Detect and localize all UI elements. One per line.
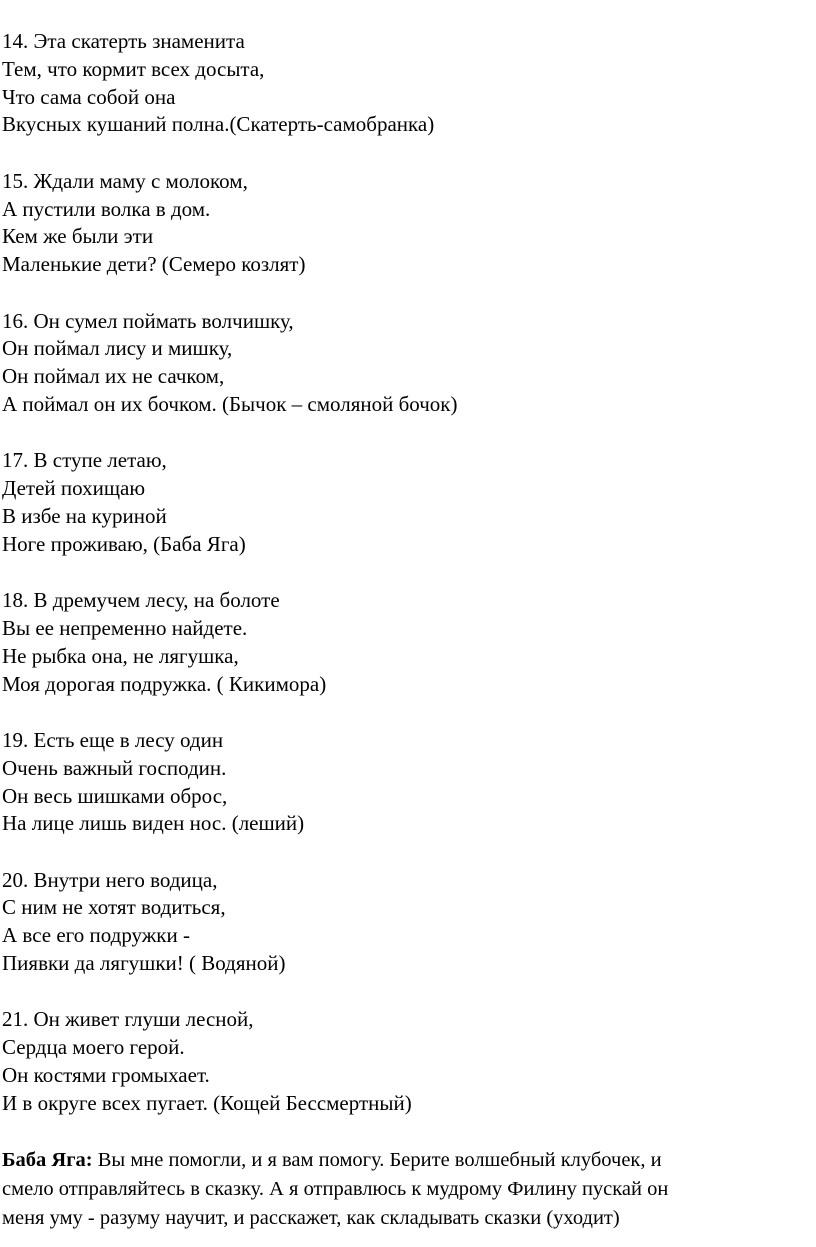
riddle-line: Очень важный господин. [2,755,227,780]
riddle-line: 16. Он сумел поймать волчишку, [2,308,294,333]
riddle-17 [2,447,808,558]
closing-line-1 [2,1146,808,1175]
riddle-line: 18. В дремучем лесу, на болоте [2,588,280,613]
riddle-line: 20. Внутри него водица, [2,867,218,892]
riddle-line: Что сама собой она [2,84,176,109]
closing-text: Вы мне помогли, и я вам помогу. Берите волшебный клубочек, и [92,1149,662,1172]
riddle-line: Моя дорогая подружка. ( Кикимора) [2,671,327,696]
closing-line-2: смело отправляйтесь в сказку. А я отправлюсь к мудрому Филину пускай он [2,1178,669,1201]
riddle-line: Пиявки да лягушки! ( Водяной) [2,951,286,976]
riddle-line: Тем, что кормит всех досыта, [2,56,265,81]
riddle-line: С ним не хотят водиться, [2,895,226,920]
riddle-21 [2,1006,808,1117]
riddle-line: В избе на куриной [2,503,167,528]
riddle-line: Вы ее непременно найдете. [2,615,248,640]
riddle-line: 21. Он живет глуши лесной, [2,1007,254,1032]
riddle-15 [2,168,808,279]
riddle-line: Он поймал их не сачком, [2,364,225,389]
riddle-line: А поймал он их бочком. (Бычок – смоляной бочок) [2,391,458,416]
riddle-line: 19. Есть еще в лесу один [2,727,224,752]
riddle-line: Сердца моего герой. [2,1035,185,1060]
riddle-line: Детей похищаю [2,476,146,501]
riddle-line: Он костями громыхает. [2,1063,210,1088]
riddle-line: А пустили волка в дом. [2,196,211,221]
riddle-line: Ноге проживаю, (Баба Яга) [2,531,246,556]
riddle-line: Он поймал лису и мишку, [2,336,233,361]
riddle-14 [2,28,808,139]
riddle-19 [2,727,808,838]
riddle-line: Вкусных кушаний полна.(Скатерть-самобранка) [2,112,435,137]
riddle-16 [2,308,808,419]
riddle-18 [2,587,808,698]
closing-paragraph [2,1146,808,1233]
riddle-line: А все его подружки - [2,923,190,948]
riddle-line: 14. Эта скатерть знаменита [2,29,245,53]
riddle-line: Маленькие дети? (Семеро козлят) [2,252,306,277]
riddle-line: На лице лишь виден нос. (леший) [2,811,305,836]
riddle-20 [2,867,808,978]
closing-line-3: меня уму - разуму научит, и расскажет, как складывать сказки (уходит) [2,1207,620,1230]
riddle-line: Он весь шишками оброс, [2,783,228,808]
riddle-line: Кем же были эти [2,224,154,249]
riddle-line: 15. Ждали маму с молоком, [2,168,248,193]
riddle-line: И в округе всех пугает. (Кощей Бессмертный) [2,1090,412,1115]
speaker-name: Баба Яга: [2,1149,93,1172]
riddle-line: 17. В ступе летаю, [2,448,167,473]
document-page [2,28,808,1233]
riddle-line: Не рыбка она, не лягушка, [2,643,239,668]
